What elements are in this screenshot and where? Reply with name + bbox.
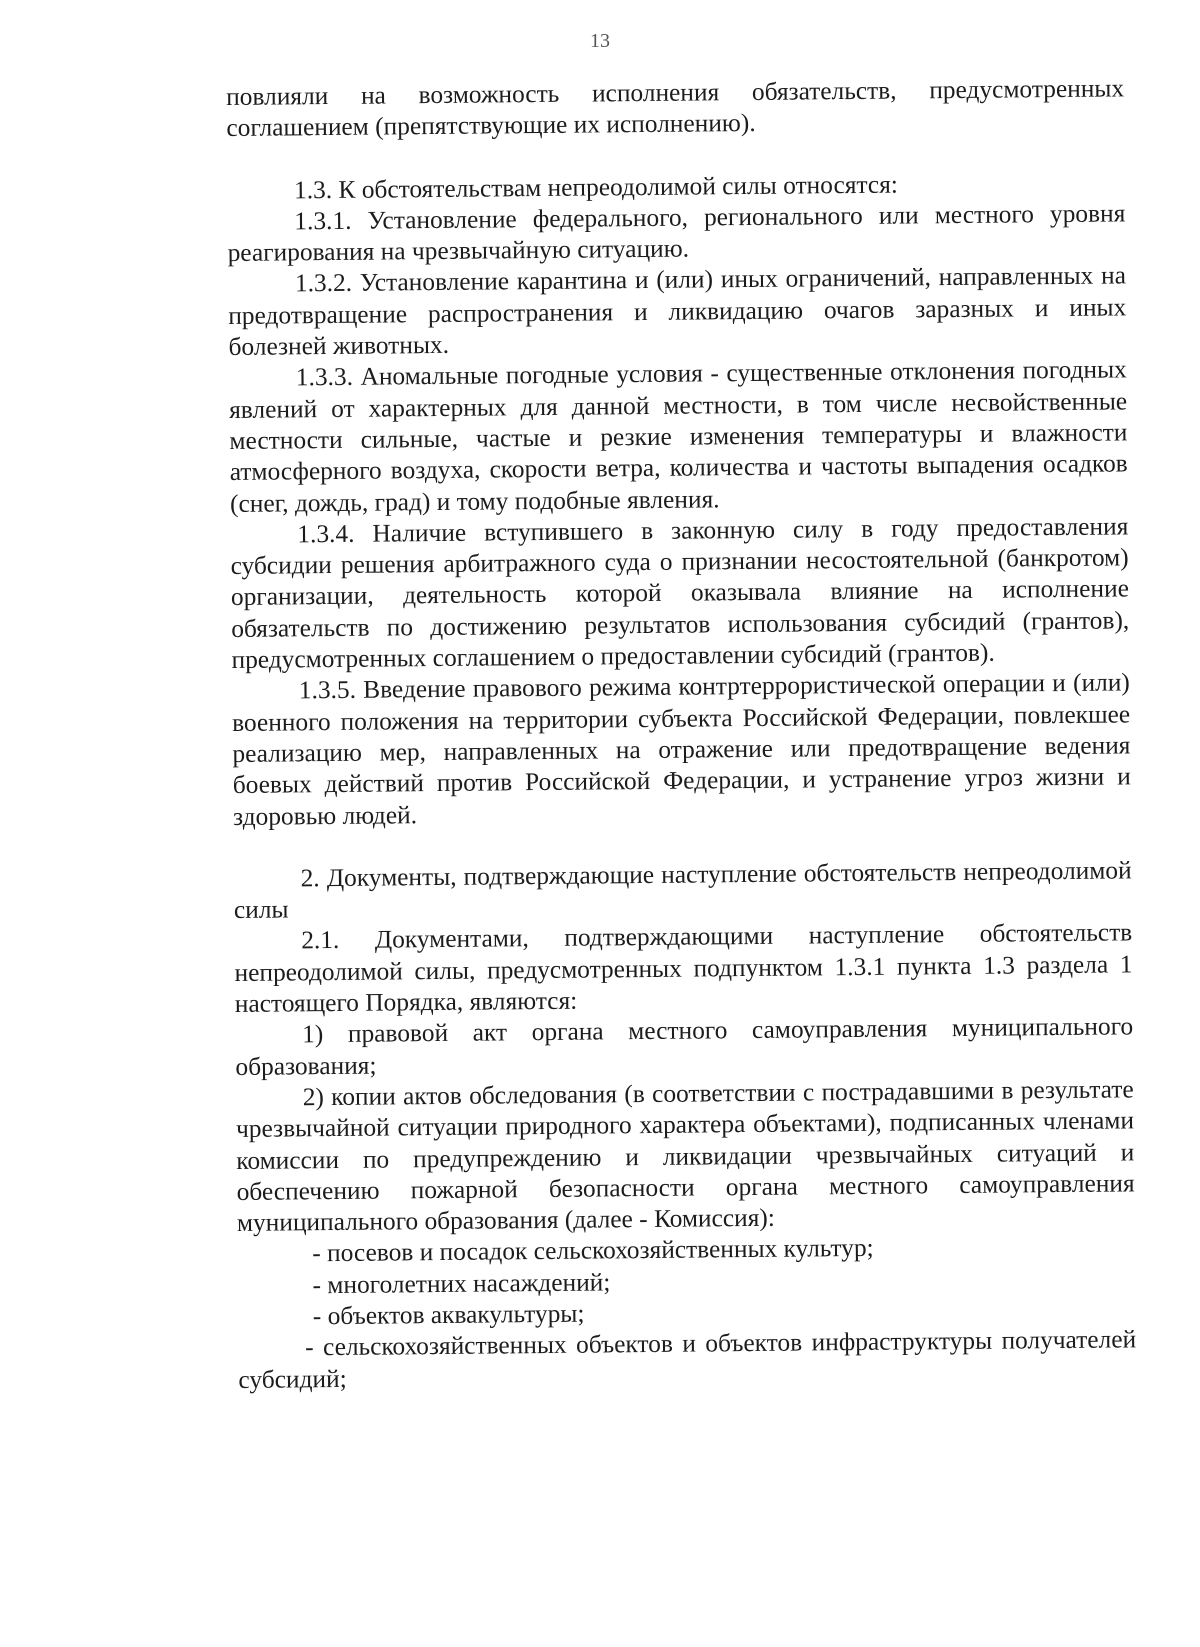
bullet-item-crops: - посевов и посадок сельскохозяйственных культур; <box>312 1234 874 1268</box>
paragraph-2-1: 2.1. Документами, подтверждающими наступление обстоятельств непреодолимой силы, предусмотренных подпунктом 1.3.1 пункта 1.3 раздела 1 настоящего Порядка, являются: <box>234 918 1133 1018</box>
paragraph-1-3-4: 1.3.4. Наличие вступившего в законную силу в году предоставления субсидии решения арбитражного суда о признании несостоятельной (банкротом) организации, деятельность которой оказывала влияние на исполнение обязательств по достижению результатов использования субсидий (грантов), предусмотренных соглашением о предоставлении субсидий (грантов). <box>230 512 1130 675</box>
paragraph-1-3-5: 1.3.5. Введение правового режима контртеррористической операции и (или) военного положения на территории субъекта Российской Федерации, повлекшее реализацию мер, направленных на отражение или предотвращение ведения боевых действий против Российской Федерации, и устранение угроз жизни и здоровью людей. <box>232 668 1131 831</box>
list-item-2: 2) копии актов обследования (в соответствии с пострадавшими в результате чрезвычайной ситуации природного характера объектами), подписанных членами комиссии по предупреждению и ликвидации чрезвычайных ситуаций и обеспечению пожарной безопасности органа местного самоуправления муниципального образования (далее - Комиссия): <box>235 1075 1135 1238</box>
list-item-1: 1) правовой акт органа местного самоуправления муниципального образования; <box>235 1012 1134 1081</box>
bullet-item-infrastructure: - сельскохозяйственных объектов и объектов инфраструктуры получателей субсидий; <box>238 1325 1137 1394</box>
paragraph-1-3: 1.3. К обстоятельствам непреодолимой силы относятся: <box>293 170 899 204</box>
paragraph-1-3-1: 1.3.1. Установление федерального, регионального или местного уровня реагирования на чрезвычайную ситуацию. <box>227 199 1126 268</box>
page-number: 13 <box>590 30 610 52</box>
bullet-item-aquaculture: - объектов аквакультуры; <box>312 1299 585 1331</box>
section-2-heading: 2. Документы, подтверждающие наступление обстоятельств непреодолимой силы <box>233 856 1132 925</box>
bullet-item-perennials: - многолетних насаждений; <box>312 1268 611 1299</box>
paragraph-1-3-2: 1.3.2. Установление карантина и (или) иных ограничений, направленных на предотвращение распространения и ликвидацию очагов заразных и иных болезней животных. <box>228 261 1127 362</box>
paragraph-continuation: повлияли на возможность исполнения обязательств, предусмотренных соглашением (препятствующие их исполнению). <box>226 74 1125 143</box>
paragraph-1-3-3: 1.3.3. Аномальные погодные условия - существенные отклонения погодных явлений от характерных для данной местности, в том числе несвойственные местности сильные, частые и резкие изменения температуры и влажности атмосферного воздуха, скорости ветра, количества и частоты выпадения осадков (снег, дождь, град) и тому подобные явления. <box>229 355 1128 518</box>
document-body <box>226 73 1137 1395</box>
